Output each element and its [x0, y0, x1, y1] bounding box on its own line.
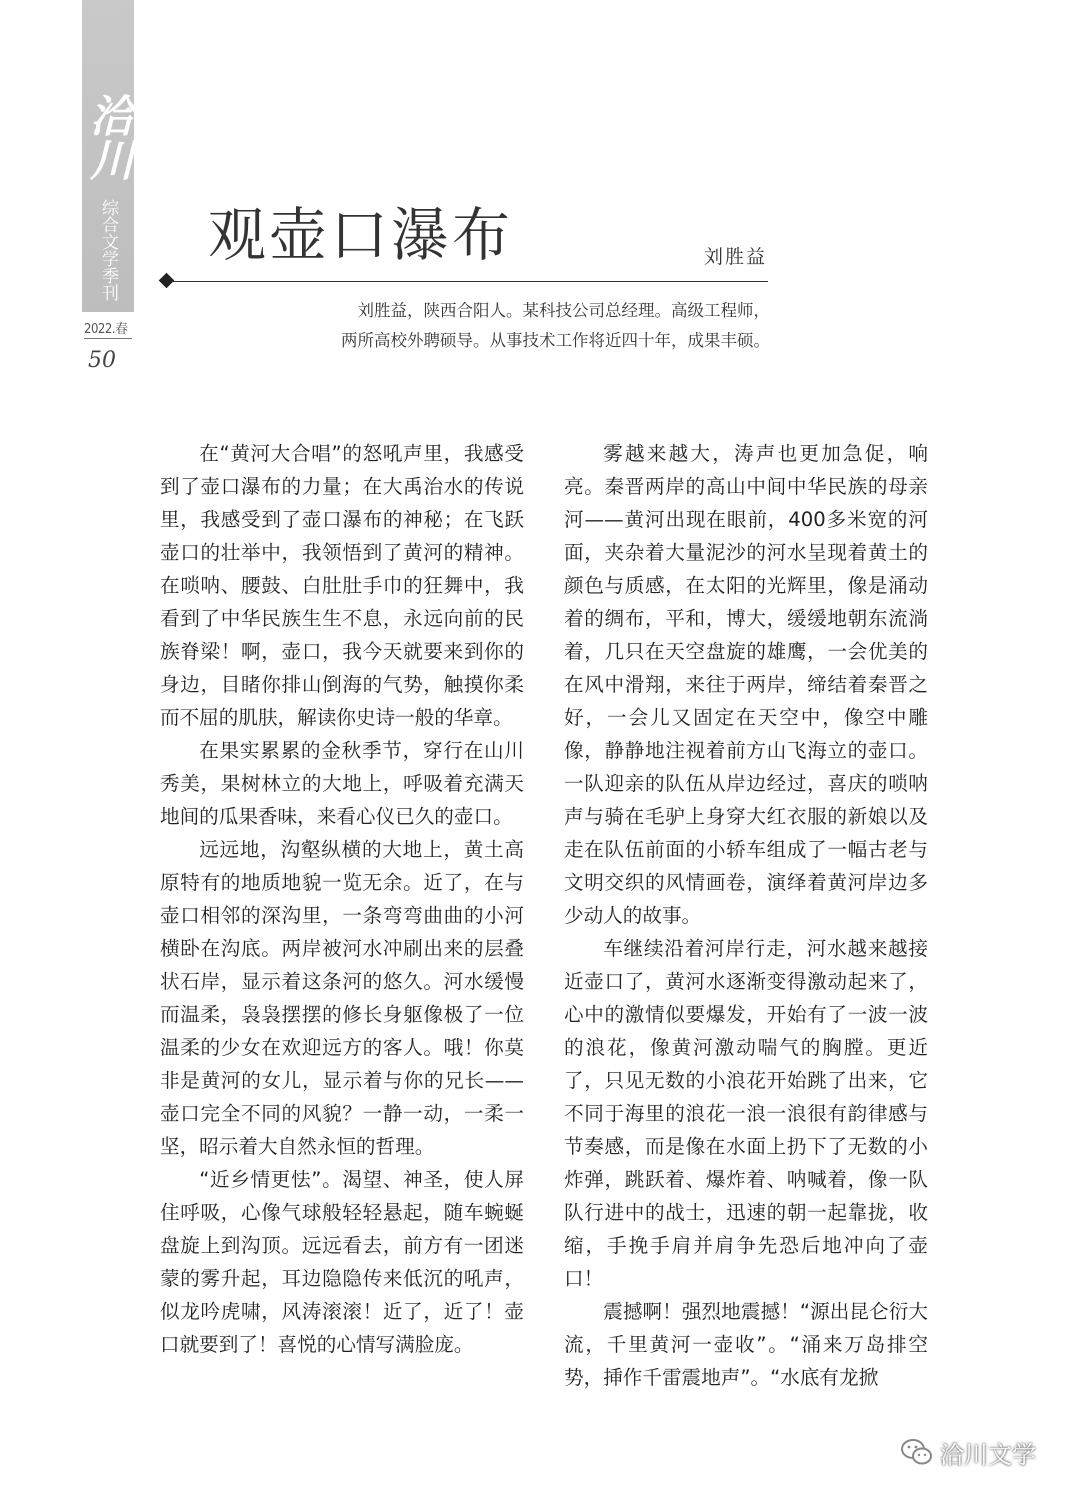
author-bio-line: 刘胜益，陕西合阳人。某科技公司总经理。高级工程师，: [357, 301, 770, 320]
issue-label: 2022.春: [84, 322, 128, 337]
paragraph: 在果实累累的金秋季节，穿行在山川秀美，果树林立的大地上，呼吸着充满天地间的瓜果香味，来看心仪已久的壶口。: [160, 739, 524, 828]
magazine-side-band: [82, 0, 134, 312]
magazine-name: 洽川: [82, 93, 133, 181]
wechat-icon: [900, 1437, 934, 1467]
watermark: [900, 1432, 1036, 1472]
paragraph: “近乡情更怯”。渴望、神圣，使人屏住呼吸，心像气球般轻轻悬起，随车蜿蜒盘旋上到沟顶。远远看去，前方有一团迷蒙的雾升起，耳边隐隐传来低沉的吼声，似龙吟虎啸，风涛滚滚！近了，近了！壶口就要到了！喜悦的心情写满脸庞。: [160, 1168, 524, 1356]
title-rule: [172, 281, 768, 282]
right-column: [564, 437, 928, 1394]
paragraph: 震撼啊！强烈地震撼！“源出昆仑衍大流，千里黄河一壶收”。“涌来万岛排空势，挿作千雷震地声”。“水底有龙掀: [564, 1300, 928, 1389]
paragraph: 雾越来越大，涛声也更加急促，响亮。秦晋两岸的高山中间中华民族的母亲河——黄河出现在眼前，400多米宽的河面，夹杂着大量泥沙的河水呈现着黄土的颜色与质感，在太阳的光辉里，像是涌动着的绸布，平和，博大，缓缓地朝东流淌着，几只在天空盘旋的雄鹰，一会优美的在风中滑翔，来往于两岸，缔结着秦晋之好，一会儿又固定在天空中，像空中雕像，静静地注视着前方山飞海立的壶口。一队迎亲的队伍从岸边经过，喜庆的唢呐声与骑在毛驴上身穿大红衣服的新娘以及走在队伍前面的小轿车组成了一幅古老与文明交织的风情画卷，演绎着黄河岸边多少动人的故事。: [564, 442, 928, 927]
paragraph: 车继续沿着河岸行走，河水越来越接近壶口了，黄河水逐渐变得激动起来了，心中的激情似要爆发，开始有了一波一波的浪花，像黄河激动喘气的胸膛。更近了，只见无数的小浪花开始跳了出来，它不同于海里的浪花一浪一浪很有韵律感与节奏感，而是像在水面上扔下了无数的小炸弹，跳跃着、爆炸着、呐喊着，像一队队行进中的战士，迅速的朝一起靠拢，收缩，手挽手肩并肩争先恐后地冲向了壶口！: [564, 937, 928, 1290]
issue-divider: [84, 338, 132, 339]
paragraph: 远远地，沟壑纵横的大地上，黄土高原特有的地质地貌一览无余。近了，在与壶口相邻的深沟里，一条弯弯曲曲的小河横卧在沟底。两岸被河水冲刷出来的层叠状石岸，显示着这条河的悠久。河水缓慢而温柔，袅袅摆摆的修长身躯像极了一位温柔的少女在欢迎远方的客人。哦！你莫非是黄河的女儿，显示着与你的兄长——壶口完全不同的风貌？一静一动，一柔一坚，昭示着大自然永恒的哲理。: [160, 838, 524, 1158]
author-bio: [270, 296, 770, 356]
article-title: 观壶口瀑布: [208, 201, 514, 269]
magazine-subtitle: 综合文学季刊: [98, 199, 118, 301]
author-bio-line: 两所高校外聘硕导。从事技术工作将近四十年，成果丰硕。: [341, 331, 770, 350]
left-column: [160, 437, 524, 1361]
watermark-text: 洽川文学: [940, 1440, 1036, 1469]
article-author: 刘胜益: [704, 246, 768, 268]
page-number: 50: [88, 348, 116, 373]
paragraph: 在“黄河大合唱”的怒吼声里，我感受到了壶口瀑布的力量；在大禹治水的传说里，我感受到了壶口瀑布的神秘；在飞跃壶口的壮举中，我领悟到了黄河的精神。在唢呐、腰鼓、白肚肚手巾的狂舞中，我看到了中华民族生生不息，永远向前的民族脊梁！啊，壶口，我今天就要来到你的身边，目睹你排山倒海的气势，触摸你柔而不屈的肌肤，解读你史诗一般的华章。: [160, 442, 524, 729]
